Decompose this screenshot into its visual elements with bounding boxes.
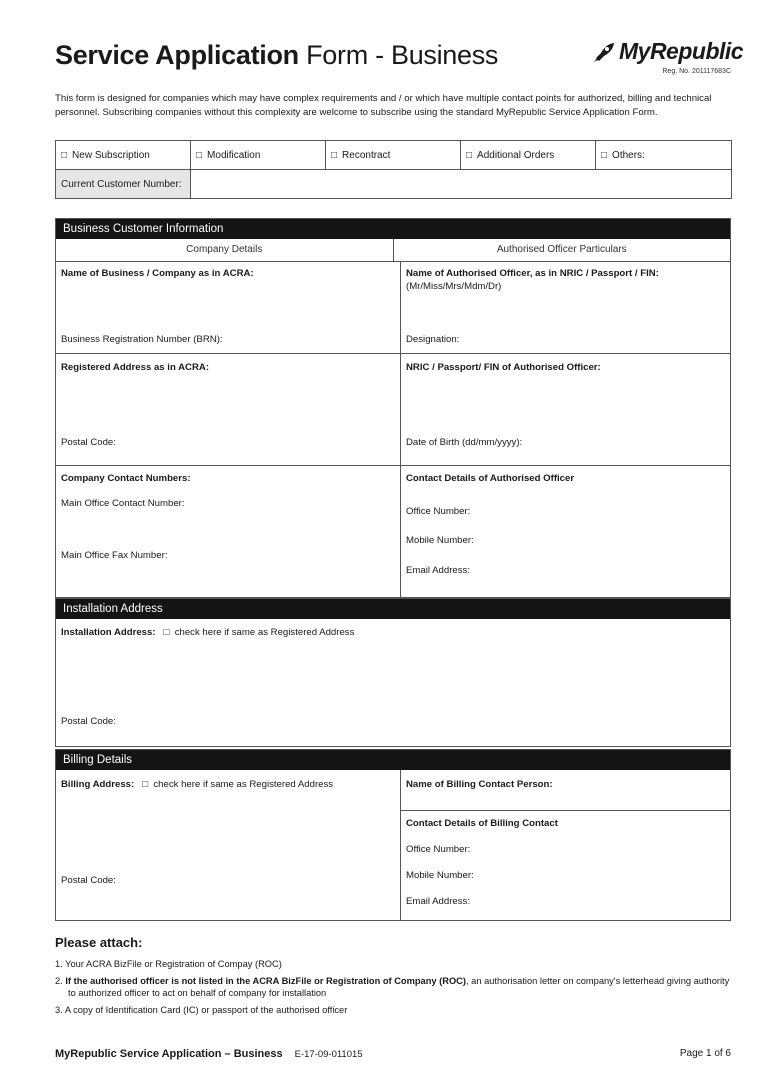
checkbox[interactable]: □ bbox=[196, 149, 203, 161]
company-details-header: Company Details bbox=[56, 239, 394, 261]
option-others[interactable]: □ Others: bbox=[596, 141, 732, 170]
officer-name-field[interactable]: Name of Authorised Officer, as in NRIC / Passport / FIN: (Mr/Miss/Mrs/Mdm/Dr) Designation: bbox=[406, 268, 659, 345]
list-item: 3. A copy of Identification Card (IC) or passport of the authorised officer bbox=[55, 1004, 348, 1015]
page-title: Service Application Form - Business bbox=[55, 40, 499, 70]
option-recontract[interactable]: □ Recontract bbox=[326, 141, 461, 170]
postal-code-label: Postal Code: bbox=[61, 875, 116, 886]
option-new-subscription[interactable]: □ New Subscription bbox=[56, 141, 191, 170]
registered-address-field[interactable]: Registered Address as in ACRA: Postal Code: bbox=[56, 354, 401, 465]
brand-logo: MyRepublic bbox=[592, 38, 743, 65]
nric-field[interactable]: NRIC / Passport/ FIN of Authorised Officer: Date of Birth (dd/mm/yyyy): bbox=[406, 362, 601, 448]
same-address-checkbox[interactable]: □ bbox=[142, 779, 149, 790]
officer-contacts-field[interactable]: Contact Details of Authorised Officer Office Number: Mobile Number: Email Address: bbox=[406, 473, 575, 576]
section-heading: Business Customer Information bbox=[56, 219, 730, 239]
officer-particulars-header: Authorised Officer Particulars bbox=[496, 244, 627, 255]
dob-label: Date of Birth (dd/mm/yyyy): bbox=[406, 437, 523, 448]
postal-code-label: Postal Code: bbox=[61, 716, 116, 727]
document-code: E-17-09-011015 bbox=[294, 1049, 363, 1060]
checkbox[interactable]: □ bbox=[331, 149, 338, 161]
section-heading: Installation Address bbox=[56, 599, 730, 619]
rocket-icon bbox=[592, 41, 616, 63]
checkbox[interactable]: □ bbox=[601, 149, 608, 161]
postal-code-label: Postal Code: bbox=[61, 437, 116, 448]
column-headers bbox=[56, 239, 730, 262]
billing-contact-details-field[interactable]: Contact Details of Billing Contact Office Number: Mobile Number: Email Address: bbox=[406, 818, 558, 907]
billing-contact-person-field[interactable]: Name of Billing Contact Person: bbox=[401, 770, 730, 811]
business-customer-section bbox=[55, 218, 731, 598]
installation-section bbox=[55, 598, 731, 747]
subscription-type-table bbox=[55, 140, 732, 199]
brn-label: Business Registration Number (BRN): bbox=[61, 334, 223, 345]
list-item: 1. Your ACRA BizFile or Registration of Compay (ROC) bbox=[55, 959, 282, 969]
attach-list bbox=[55, 958, 735, 1020]
company-name-field[interactable]: Name of Business / Company as in ACRA: Business Registration Number (BRN): bbox=[56, 262, 401, 353]
footer-title: MyRepublic Service Application – Business E-17-09-011015 bbox=[55, 1048, 363, 1060]
page-number: Page 1 of 6 bbox=[679, 1048, 731, 1059]
checkbox[interactable]: □ bbox=[61, 149, 68, 161]
current-customer-field[interactable] bbox=[191, 170, 732, 199]
current-customer-label: Current Customer Number: bbox=[56, 170, 191, 199]
checkbox[interactable]: □ bbox=[466, 149, 473, 161]
installation-address-field[interactable]: Installation Address: □ check here if same as Registered Address Postal Code: bbox=[61, 627, 355, 727]
company-contacts-field[interactable]: Company Contact Numbers: Main Office Contact Number: Main Office Fax Number: bbox=[56, 466, 401, 598]
billing-address-field[interactable]: Billing Address: □ check here if same as Registered Address Postal Code: bbox=[56, 770, 401, 921]
option-modification[interactable]: □ Modification bbox=[191, 141, 326, 170]
attach-heading: Please attach: bbox=[55, 935, 143, 950]
list-item: 2. If the authorised officer is not listed in the ACRA BizFile or Registration of Company (ROC), an authorisation letter on company's letterhead giving authority to authorized officer to act on behalf of company for installation bbox=[55, 975, 730, 998]
option-additional-orders[interactable]: □ Additional Orders bbox=[461, 141, 596, 170]
registration-number: Reg. No. 201117683C bbox=[662, 68, 731, 75]
intro-text: This form is designed for companies which may have complex requirements and / or which have multiple contact points for authorized, billing and technical personnel. Subscribing companies without this complexity are welcome to subscribe using the standard MyRepublic Service Application Form. bbox=[55, 93, 712, 118]
same-address-checkbox[interactable]: □ bbox=[163, 627, 170, 638]
billing-section bbox=[55, 749, 731, 921]
designation-label: Designation: bbox=[406, 334, 460, 345]
section-heading: Billing Details bbox=[56, 750, 730, 770]
